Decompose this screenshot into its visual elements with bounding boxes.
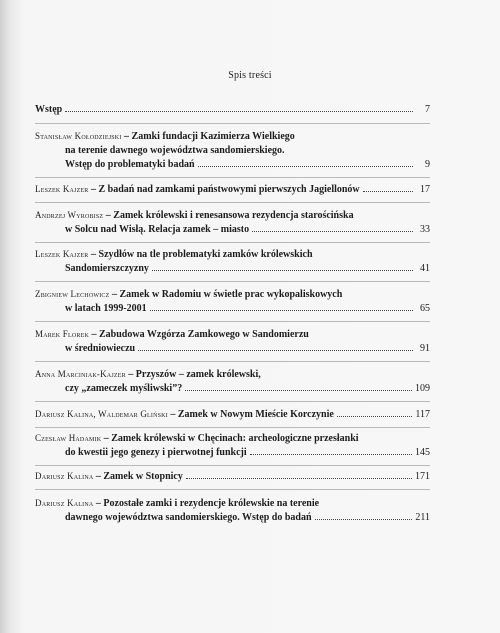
toc-title: Wstęp do problematyki badań (65, 159, 195, 170)
toc-line (35, 129, 430, 144)
toc-line-text (65, 382, 182, 396)
toc-author: Stanisław Kołodziejski (35, 131, 122, 141)
toc-entry[interactable] (35, 182, 430, 197)
page-number: 171 (415, 471, 430, 482)
dot-leader (186, 470, 412, 479)
toc-line-text (35, 129, 295, 144)
dot-leader (315, 511, 413, 520)
toc-line (35, 511, 430, 525)
toc-title: – Pozostałe zamki i rezydencje królewskie na terenie (93, 498, 320, 509)
toc-line-text (35, 496, 319, 511)
entry-divider (35, 489, 430, 490)
entry-divider (35, 361, 430, 362)
toc-line (35, 431, 430, 446)
toc-line-text (35, 287, 342, 302)
page-number: 9 (425, 159, 430, 170)
toc-line-text (65, 446, 247, 460)
dot-leader (65, 103, 413, 112)
dot-leader (198, 158, 413, 167)
toc-line-text (35, 103, 62, 117)
toc-line (35, 407, 430, 422)
dot-leader (250, 446, 412, 455)
toc-author: Dariusz Kalina (35, 498, 94, 508)
toc-line (35, 367, 430, 382)
toc-line-text (65, 511, 312, 525)
toc-title: – Zabudowa Wzgórza Zamkowego w Sandomierzu (89, 329, 309, 340)
page-number: 7 (425, 104, 430, 115)
toc-line-text (35, 367, 261, 382)
toc-title: w średniowieczu (65, 343, 136, 354)
toc-line-text (35, 407, 334, 422)
toc-line (35, 182, 430, 197)
toc-title: czy „zameczek myśliwski”? (65, 383, 183, 394)
toc-entry[interactable] (35, 431, 430, 460)
toc-line (35, 262, 430, 276)
page-number: 211 (415, 512, 430, 523)
toc-line (35, 223, 430, 237)
page-number: 117 (415, 409, 430, 420)
toc-line-text (35, 431, 359, 446)
toc-line-text (65, 302, 147, 316)
toc-title: Sandomierszczyzny (65, 263, 149, 274)
entry-divider (35, 427, 430, 428)
toc-entry[interactable] (35, 287, 430, 316)
toc-author: Leszek Kajzer (35, 249, 89, 259)
toc-title: – Przyszów – zamek królewski, (125, 369, 261, 380)
toc-line-text (35, 182, 360, 197)
page-number: 41 (420, 263, 430, 274)
toc-entry[interactable] (35, 496, 430, 525)
toc-title: w Solcu nad Wisłą. Relacja zamek – miasto (65, 224, 250, 235)
toc-title: w latach 1999-2001 (65, 303, 147, 314)
toc-title: – Zamek królewski w Chęcinach: archeologiczne przesłanki (101, 433, 359, 444)
dot-leader (185, 382, 412, 391)
toc-line-text (35, 208, 354, 223)
toc-line (35, 327, 430, 342)
toc-line-text (65, 144, 285, 158)
toc-line-text (65, 342, 135, 356)
toc-author: Dariusz Kalina, Waldemar Gliński (35, 409, 168, 419)
entry-divider (35, 242, 430, 243)
dot-leader (252, 223, 413, 232)
toc-line (35, 287, 430, 302)
toc-title: na terenie dawnego województwa sandomierskiego. (65, 145, 285, 156)
toc-author: Czesław Hadamik (35, 433, 102, 443)
toc-entry[interactable] (35, 247, 430, 276)
toc-title: Wstęp (35, 104, 63, 115)
page-number: 109 (415, 383, 430, 394)
toc-line-text (35, 469, 183, 484)
toc-line (35, 469, 430, 484)
dot-leader (138, 342, 413, 351)
entry-divider (35, 202, 430, 203)
toc-title: – Szydłów na tle problematyki zamków królewskich (88, 249, 313, 260)
page-number: 17 (420, 184, 430, 195)
toc-author: Andrzej Wyrobisz (35, 210, 104, 220)
dot-leader (363, 183, 413, 192)
toc-title: – Zamki fundacji Kazimierza Wielkiego (121, 131, 295, 142)
toc-line (35, 446, 430, 460)
toc-line-text (65, 223, 249, 237)
toc-entry[interactable] (35, 103, 430, 117)
toc-entry[interactable] (35, 327, 430, 356)
toc-title: – Zamek w Nowym Mieście Korczynie (167, 409, 334, 420)
toc-title: dawnego województwa sandomierskiego. Wstęp do badań (65, 512, 312, 523)
toc-line (35, 208, 430, 223)
entry-divider (35, 177, 430, 178)
page-number: 33 (420, 224, 430, 235)
toc-title: do kwestii jego genezy i pierwotnej funkcji (65, 447, 247, 458)
toc-entry[interactable] (35, 208, 430, 237)
toc-line (35, 103, 430, 117)
toc-line (35, 342, 430, 356)
toc-entry[interactable] (35, 407, 430, 422)
dot-leader (152, 262, 413, 271)
toc-author: Marek Florek (35, 329, 89, 339)
toc-author: Anna Marciniak-Kajzer (35, 369, 126, 379)
page-number: 91 (420, 343, 430, 354)
toc-entry[interactable] (35, 469, 430, 484)
entry-divider (35, 321, 430, 322)
page-number: 145 (415, 447, 430, 458)
toc-entry[interactable] (35, 129, 430, 172)
toc-title: – Zamek w Radomiu w świetle prac wykopaliskowych (109, 289, 343, 300)
entry-divider (35, 401, 430, 402)
dot-leader (337, 408, 413, 417)
toc-line-text (65, 262, 149, 276)
toc-title: – Z badań nad zamkami państwowymi pierwszych Jagiellonów (88, 184, 360, 195)
toc-title: – Zamek królewski i renesansowa rezydencja starościńska (103, 210, 354, 221)
page-number: 65 (420, 303, 430, 314)
toc-line (35, 158, 430, 172)
entry-divider (35, 123, 430, 124)
toc-line (35, 382, 430, 396)
toc-line (35, 302, 430, 316)
toc-line (35, 496, 430, 511)
dot-leader (150, 302, 413, 311)
toc-author: Leszek Kajzer (35, 184, 89, 194)
toc-title: – Zamek w Stopnicy (93, 471, 183, 482)
toc-author: Dariusz Kalina (35, 471, 94, 481)
toc-heading: Spis treści (228, 70, 272, 81)
toc-line (35, 247, 430, 262)
toc-line-text (35, 247, 313, 262)
toc-line-text (65, 158, 195, 172)
toc-entry[interactable] (35, 367, 430, 396)
toc-line-text (35, 327, 309, 342)
toc-author: Zbigniew Lechowicz (35, 289, 110, 299)
toc-line (35, 144, 430, 158)
entry-divider (35, 281, 430, 282)
entry-divider (35, 465, 430, 466)
